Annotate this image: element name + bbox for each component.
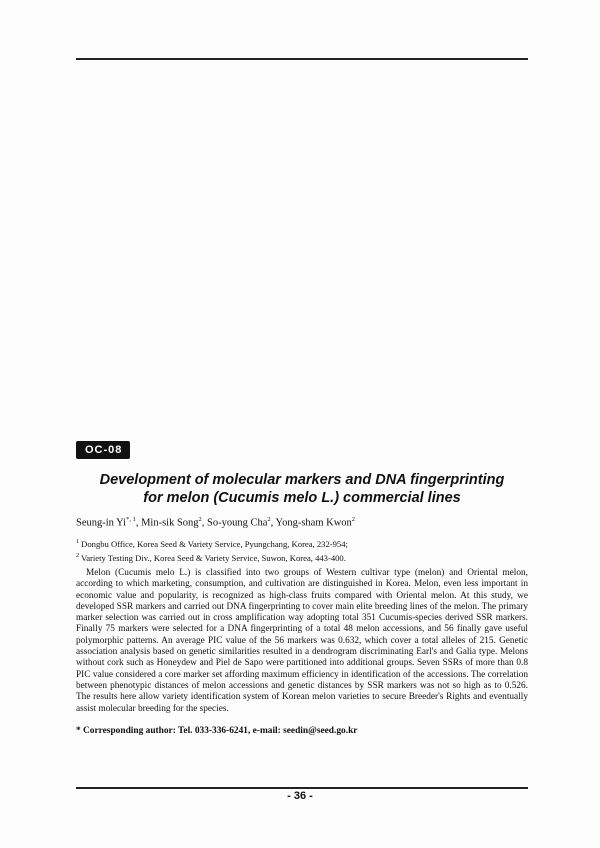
author-separator: , bbox=[201, 517, 208, 529]
footer-rule bbox=[76, 787, 528, 789]
affiliation-mark: 2 bbox=[76, 552, 79, 559]
author-separator: , bbox=[135, 517, 142, 529]
author-name: Yong-sham Kwon bbox=[275, 517, 352, 529]
affiliation-mark: 1 bbox=[76, 539, 79, 545]
affiliation-item bbox=[76, 536, 528, 550]
author-affiliation-mark: 2 bbox=[267, 516, 271, 523]
author-affiliation-mark: 2 bbox=[351, 516, 356, 523]
author-name: So-young Cha bbox=[207, 517, 268, 529]
author-list bbox=[76, 513, 528, 531]
author-separator: , bbox=[270, 517, 276, 529]
affiliation-item bbox=[76, 550, 528, 564]
session-code-badge: OC-08 bbox=[76, 441, 130, 459]
paper-title bbox=[76, 471, 528, 507]
header-rule bbox=[76, 58, 528, 60]
affiliation-text: Dongbu Office, Korea Seed & Variety Service, Pyungchang, Korea, 232-954; bbox=[79, 538, 348, 549]
corresponding-author: * Corresponding author: Tel. 033-336-6241, e-mail: seedin@seed.go.kr bbox=[76, 726, 358, 736]
affiliation-text: Variety Testing Div., Korea Seed & Variety Service, Suwon, Korea, 443-400. bbox=[79, 552, 346, 563]
author-affiliation-mark: *, 1 bbox=[126, 516, 136, 523]
affiliation-list bbox=[76, 536, 528, 564]
title-line-2: for melon (Cucumis melo L.) commercial lines bbox=[143, 490, 461, 506]
page-number: - 36 - bbox=[287, 790, 313, 802]
author-affiliation-mark: 2 bbox=[198, 516, 202, 523]
abstract-text: Melon (Cucumis melo L.) is classified into two groups of Western cultivar type (melon) and Oriental melon, according to which marketing, consumption, and cultivation are distinguished in Korea. Melon, even less important in economic value and popularity, is recognized as high-class fruits compared with Oriental melon. At this study, we developed SSR markers and carried out DNA fingerprinting to cover main elite breeding lines of the melon. The primary marker selection was carried out in cross amplification way adopting total 351 Cucumis-species derived SSR markers. Finally 75 markers were selected for a DNA fingerprinting of a total 48 melon accessions, and 56 finally gave useful polymorphic patterns. An average PIC value of the 56 markers was 0.632, which cover a total alleles of 215. Genetic association analysis based on genetic similarities resulted in a dendrogram discriminating Earl's and Galia type. Melons without cork such as Honeydew and Piel de Sapo were partitioned into additional groups. Seven SSRs of more than 0.8 PIC value considered a core marker set affording maximum efficiency in identification of the accessions. The correlation between phenotypic distances of melon accessions and genetic distances by SSR markers was not so high as to 0.526. The results here allow variety identification system of Korean melon varieties to secure Breeder's Rights and eventually assist molecular breeding for the species. bbox=[76, 568, 528, 714]
author-name: Seung-in Yi bbox=[76, 517, 127, 529]
title-line-1: Development of molecular markers and DNA fingerprinting bbox=[99, 472, 505, 488]
author-name: Min-sik Song bbox=[141, 517, 199, 529]
